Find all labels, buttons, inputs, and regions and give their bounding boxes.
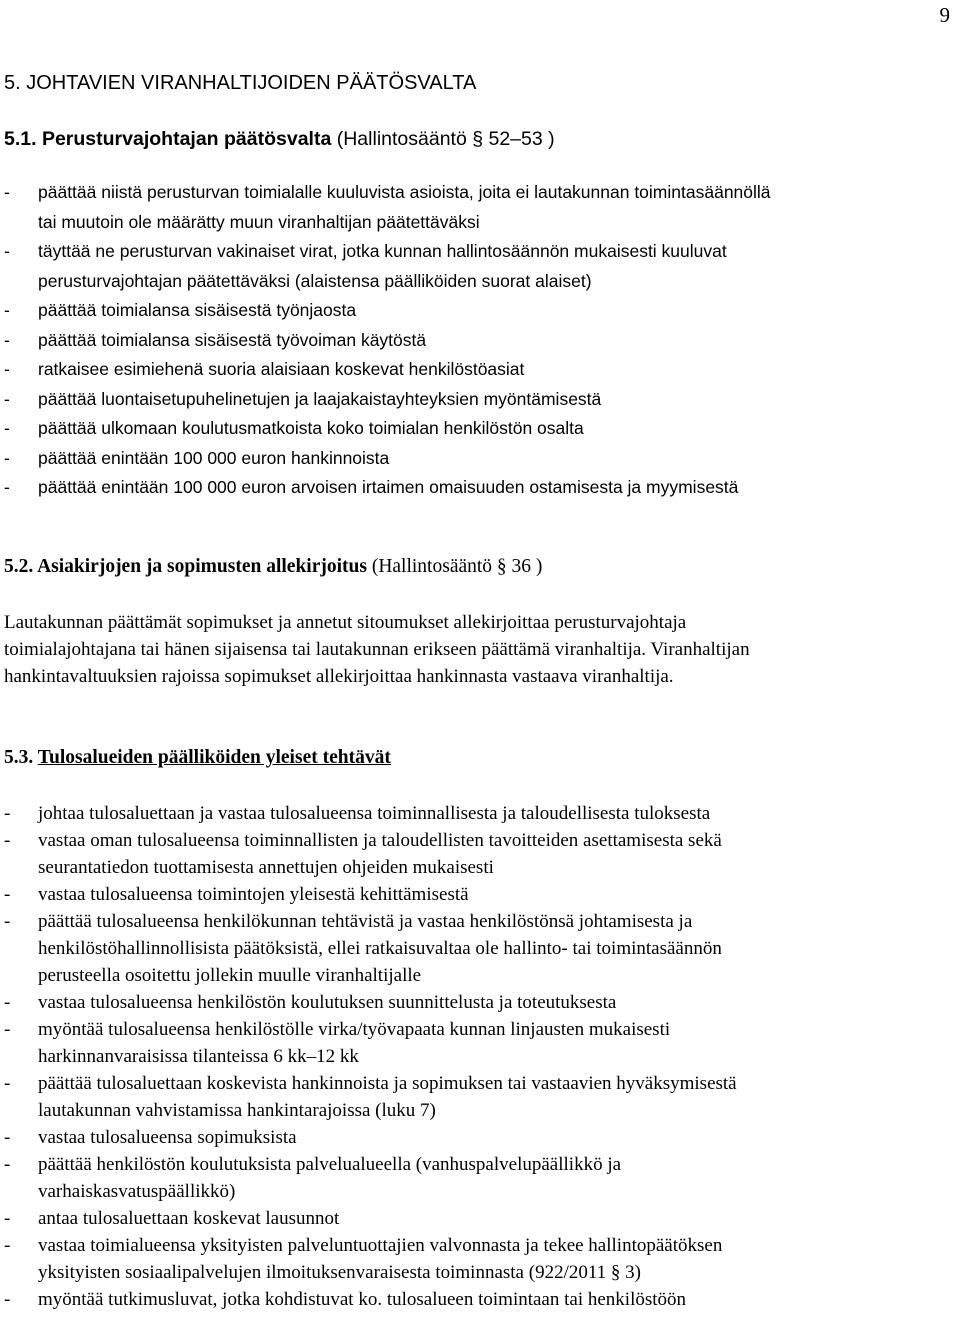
bullet-dash: - [4,182,10,202]
list-item [4,296,771,326]
bullet-dash: - [4,1289,11,1310]
list-item-text: vastaa tulosalueensa henkilöstön koulutuksen suunnittelusta ja toteutuksesta [38,992,617,1013]
bullet-dash: - [4,1019,11,1040]
bullet-dash: - [4,992,11,1013]
list-item-text: varhaiskasvatuspäällikkö) [38,1181,236,1202]
bullet-dash: - [4,300,10,320]
list-item-text: perusteella osoitettu jollekin muulle viranhaltijalle [38,965,422,986]
section-reference: (Hallintosääntö § 52–53 ) [336,128,555,150]
paragraph-line: Lautakunnan päättämät sopimukset ja annetut sitoumukset allekirjoittaa perusturvajohtaja [4,612,687,633]
bullet-dash: - [4,1073,11,1094]
list-item [4,385,771,415]
list-item-text: myöntää tutkimusluvat, jotka kohdistuvat ko. tulosalueen toimintaan tai henkilöstöön [38,1289,687,1310]
section-reference: (Hallintosääntö § 36 ) [371,556,543,577]
paragraph-line: toimialajohtajana tai hänen sijaisensa tai lautakunnan erikseen päättämä viranhaltija. Viranhaltijan [4,639,750,660]
page-number: 9 [939,3,950,27]
list-item-text: vastaa oman tulosalueensa toiminnallisten ja taloudellisten tavoitteiden asettamisesta sekä [38,830,722,851]
list-item-text: perusturvajohtajan päätettäväksi (alaistensa päälliköiden suorat alaiset) [38,270,592,291]
list-item [4,1124,737,1151]
list-item-text: päättää enintään 100 000 euron arvoisen irtaimen omaisuuden ostamisesta ja myymisestä [38,477,739,497]
section-5-2-heading [4,554,542,580]
list-item-text: päättää toimialansa sisäisestä työnjaosta [38,300,357,320]
list-item [4,355,771,385]
paragraph-line: hankintavaltuuksien rajoissa sopimukset allekirjoittaa hankinnasta vastaava viranhaltija. [4,666,674,687]
list-item-text: päättää luontaisetupuhelinetujen ja laajakaistayhteyksien myöntämisestä [38,388,602,409]
section-title: Asiakirjojen ja sopimusten allekirjoitus [37,556,367,577]
list-item-text: henkilöstöhallinnollisista päätöksistä, ellei ratkaisuvaltaa ole hallinto- tai toimintasäännön [38,938,722,959]
list-item-text: seurantatiedon tuottamisesta annettujen ohjeiden mukaisesti [38,857,494,878]
list-item-text: päättää toimialansa sisäisestä työvoiman käytöstä [38,329,427,350]
bullet-dash: - [4,477,10,497]
list-item-text: vastaa tulosalueensa sopimuksista [38,1127,297,1148]
list-item-text: päättää ulkomaan koulutusmatkoista koko toimialan henkilöstön osalta [38,418,584,438]
bullet-dash: - [4,830,11,851]
section-number: 5.1. [4,128,37,150]
list-item [4,800,737,827]
bullet-dash: - [4,329,10,350]
bullet-dash: - [4,388,10,409]
list-item [4,881,737,908]
list-item-text: täyttää ne perusturvan vakinaiset virat, jotka kunnan hallintosäännön mukaisesti kuuluvat [38,241,727,261]
list-item [4,1232,737,1286]
list-item-text: päättää niistä perusturvan toimialalle kuuluvista asioista, joita ei lautakunnan toimintasäännöllä [38,182,771,202]
list-item [4,178,771,237]
list-item-text: lautakunnan vahvistamissa hankintarajoissa (luku 7) [38,1100,436,1121]
bullet-dash: - [4,911,11,932]
section-5-1-list [4,178,771,503]
bullet-dash: - [4,447,10,468]
section-number: 5.2. [4,556,34,577]
list-item-text: vastaa toimialueensa yksityisten palveluntuottajien valvonnasta ja tekee hallintopäätöksen [38,1235,723,1256]
list-item [4,444,771,474]
list-item-text: päättää enintään 100 000 euron hankinnoista [38,447,390,468]
list-item-text: johtaa tulosaluettaan ja vastaa tulosalueensa toiminnallisesta ja taloudellisesta tuloksesta [38,803,711,824]
list-item [4,414,771,444]
list-item [4,908,737,989]
section-5-3-heading [4,745,391,771]
list-item-text: harkinnanvaraisissa tilanteissa 6 kk–12 kk [38,1046,359,1067]
list-item-text: yksityisten sosiaalipalvelujen ilmoituksenvaraisesta toiminnasta (922/2011 § 3) [38,1262,641,1283]
bullet-dash: - [4,884,11,905]
list-item-text: antaa tulosaluettaan koskevat lausunnot [38,1208,340,1229]
list-item [4,1070,737,1124]
chapter-heading: 5. JOHTAVIEN VIRANHALTIJOIDEN PÄÄTÖSVALTA [4,72,477,94]
list-item-text: ratkaisee esimiehenä suoria alaisiaan koskevat henkilöstöasiat [38,359,525,379]
bullet-dash: - [4,418,10,438]
list-item-text: päättää tulosaluettaan koskevista hankinnoista ja sopimuksen tai vastaavien hyväksymisestä [38,1073,737,1094]
section-title: Tulosalueiden päälliköiden yleiset tehtävät [37,747,391,768]
section-5-3-list [4,800,737,1313]
bullet-dash: - [4,1235,11,1256]
list-item [4,1286,737,1313]
list-item-text: myöntää tulosalueensa henkilöstölle virka/työvapaata kunnan linjausten mukaisesti [38,1019,671,1040]
list-item-text: vastaa tulosalueensa toimintojen yleisestä kehittämisestä [38,884,469,905]
list-item [4,827,737,881]
bullet-dash: - [4,1127,11,1148]
bullet-dash: - [4,1154,11,1175]
section-title: Perusturvajohtajan päätösvalta [41,128,332,150]
bullet-dash: - [4,1208,11,1229]
section-5-2-paragraph [4,609,750,690]
list-item-text: päättää henkilöstön koulutuksista palvelualueella (vanhuspalvelupäällikkö ja [38,1154,622,1175]
list-item [4,989,737,1016]
bullet-dash: - [4,803,11,824]
list-item [4,473,771,503]
list-item-text: päättää tulosalueensa henkilökunnan tehtävistä ja vastaa henkilöstönsä johtamisesta ja [38,911,693,932]
section-number: 5.3. [4,747,34,768]
list-item [4,1205,737,1232]
bullet-dash: - [4,241,10,261]
list-item [4,1016,737,1070]
bullet-dash: - [4,359,10,379]
section-5-1-heading [4,126,555,152]
list-item [4,237,771,296]
list-item [4,1151,737,1205]
list-item [4,326,771,356]
list-item-text: tai muutoin ole määrätty muun viranhaltijan päätettäväksi [38,211,480,232]
